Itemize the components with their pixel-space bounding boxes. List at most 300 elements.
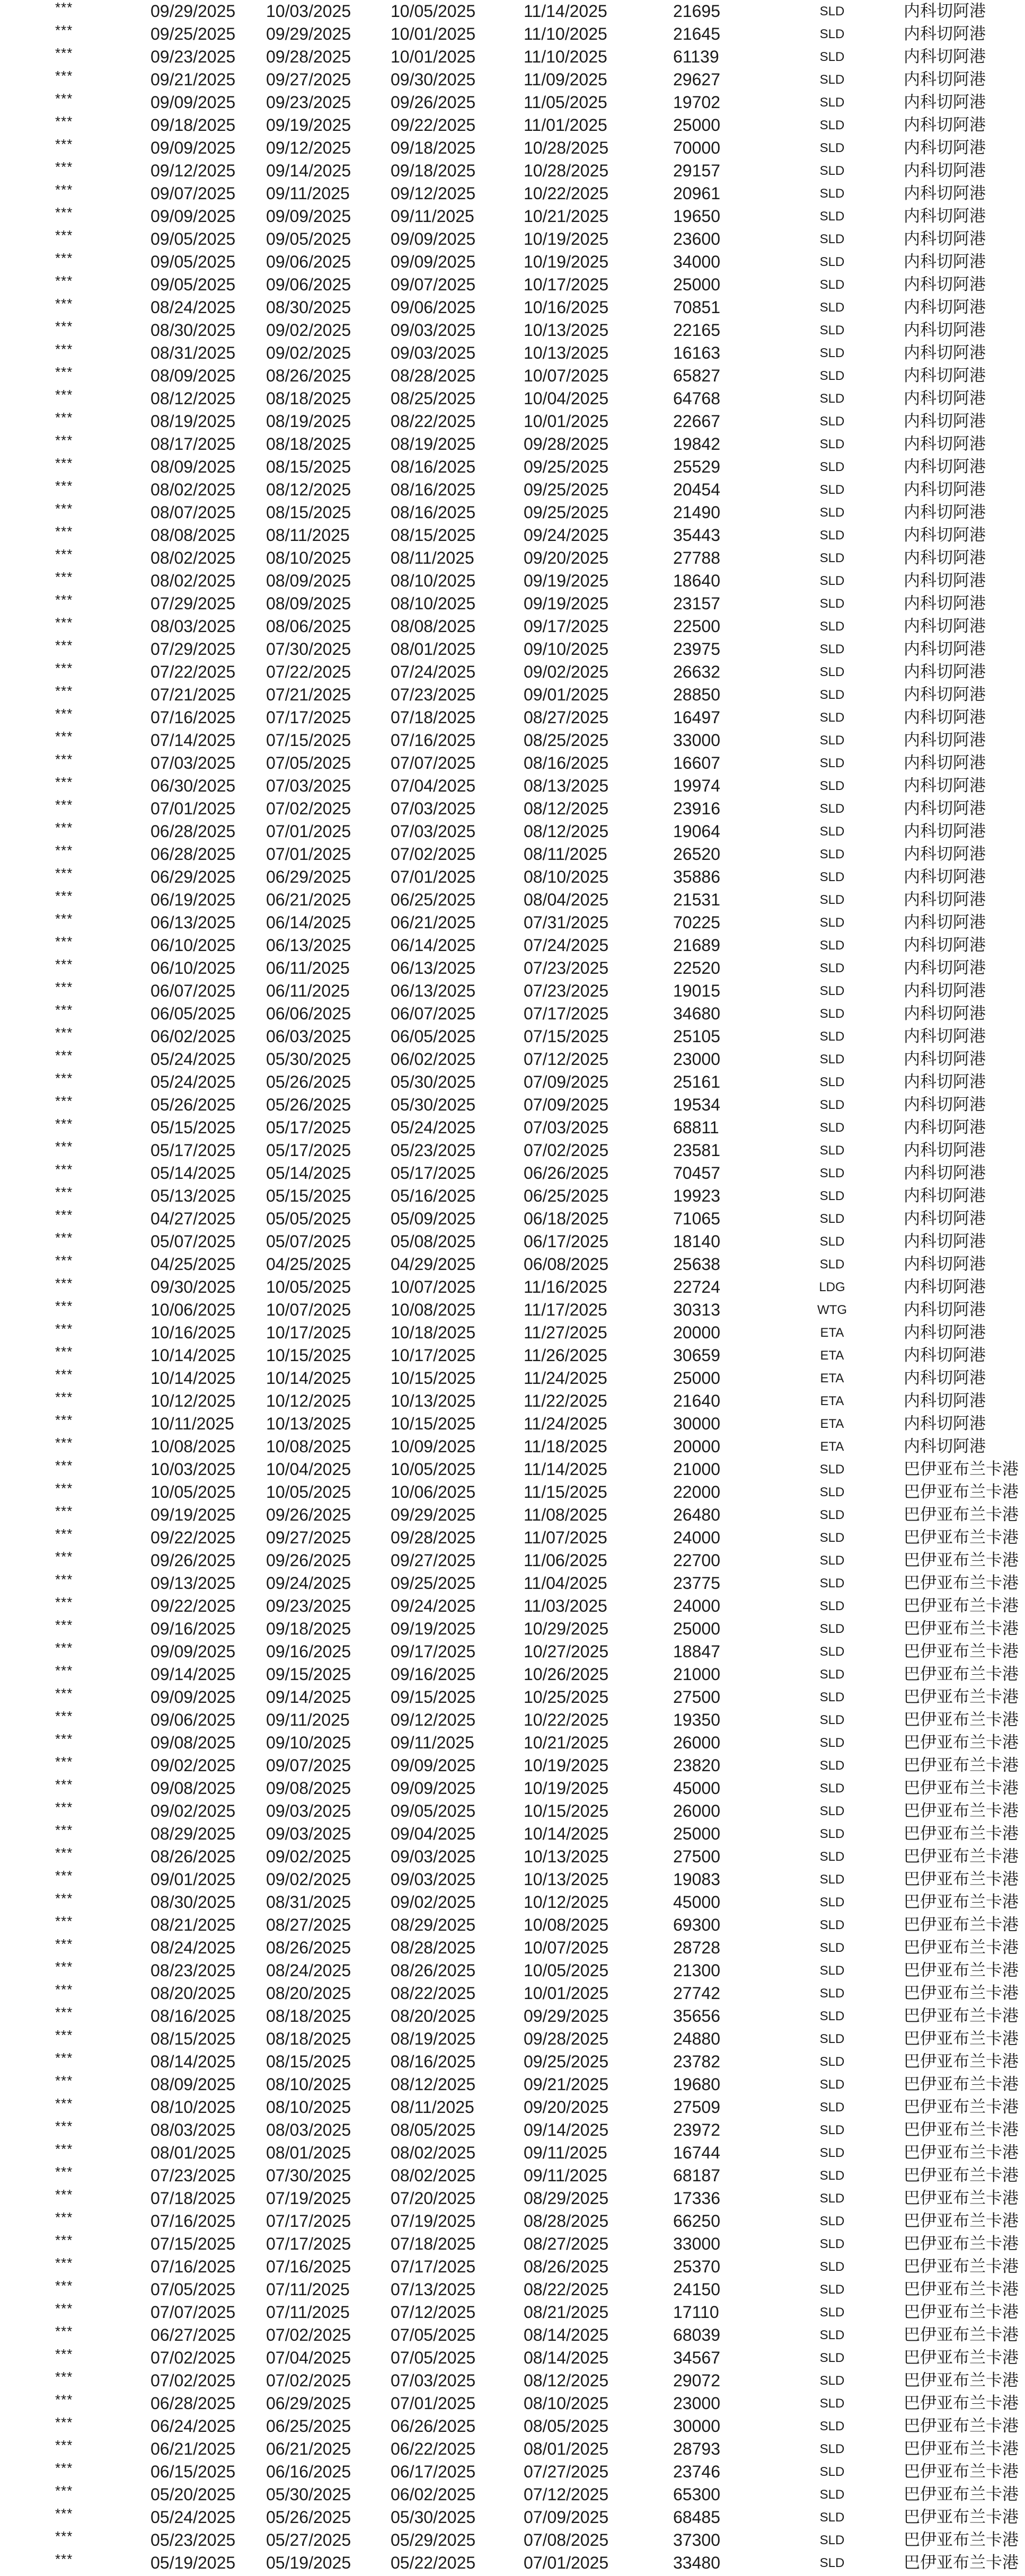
table-row bbox=[0, 2210, 1025, 2233]
masked-name-cell: *** bbox=[55, 2164, 73, 2180]
date-1-cell: 09/12/2025 bbox=[151, 161, 236, 180]
masked-name-cell: *** bbox=[55, 1776, 73, 1792]
date-1-cell: 08/09/2025 bbox=[151, 457, 236, 476]
date-4-cell: 09/11/2025 bbox=[524, 2166, 607, 2185]
date-2-cell: 09/10/2025 bbox=[266, 1733, 351, 1752]
date-4-cell: 08/12/2025 bbox=[524, 822, 609, 841]
quantity-cell: 70851 bbox=[673, 298, 720, 317]
status-cell: SLD bbox=[819, 1212, 845, 1226]
quantity-cell: 17336 bbox=[673, 2189, 720, 2208]
status-cell: SLD bbox=[819, 2123, 845, 2137]
masked-name-cell: *** bbox=[55, 706, 73, 722]
table-row bbox=[0, 683, 1025, 706]
date-4-cell: 07/23/2025 bbox=[524, 981, 609, 1000]
port-cell: 巴伊亚布兰卡港 bbox=[904, 1961, 1019, 1980]
date-4-cell: 07/15/2025 bbox=[524, 1027, 609, 1046]
date-3-cell: 06/13/2025 bbox=[391, 958, 476, 978]
quantity-cell: 19534 bbox=[673, 1095, 720, 1114]
date-1-cell: 10/11/2025 bbox=[151, 1414, 234, 1433]
port-cell: 内科切阿港 bbox=[904, 93, 986, 112]
table-row bbox=[0, 2529, 1025, 2552]
date-3-cell: 09/28/2025 bbox=[391, 1528, 476, 1547]
port-cell: 内科切阿港 bbox=[904, 161, 986, 180]
port-cell: 巴伊亚布兰卡港 bbox=[904, 2166, 1019, 2185]
date-3-cell: 10/09/2025 bbox=[391, 1437, 476, 1456]
date-2-cell: 09/03/2025 bbox=[266, 1801, 351, 1820]
quantity-cell: 45000 bbox=[673, 1893, 720, 1912]
status-cell: SLD bbox=[819, 984, 845, 998]
date-1-cell: 09/19/2025 bbox=[151, 1505, 236, 1524]
table-row bbox=[0, 1914, 1025, 1937]
date-3-cell: 07/03/2025 bbox=[391, 799, 476, 818]
masked-name-cell: *** bbox=[55, 1139, 73, 1154]
date-4-cell: 11/14/2025 bbox=[524, 2, 607, 21]
port-cell: 巴伊亚布兰卡港 bbox=[904, 1505, 1019, 1524]
date-1-cell: 05/24/2025 bbox=[151, 1050, 236, 1069]
date-1-cell: 09/06/2025 bbox=[151, 1710, 236, 1729]
status-cell: SLD bbox=[819, 2009, 845, 2023]
status-cell: SLD bbox=[819, 460, 845, 474]
date-4-cell: 08/10/2025 bbox=[524, 867, 609, 886]
masked-name-cell: *** bbox=[55, 2118, 73, 2134]
port-cell: 巴伊亚布兰卡港 bbox=[904, 1482, 1019, 1502]
date-3-cell: 07/24/2025 bbox=[391, 662, 476, 681]
date-1-cell: 07/16/2025 bbox=[151, 2211, 236, 2231]
date-3-cell: 06/26/2025 bbox=[391, 2417, 476, 2436]
table-row bbox=[0, 342, 1025, 365]
quantity-cell: 26520 bbox=[673, 845, 720, 864]
date-3-cell: 10/08/2025 bbox=[391, 1300, 476, 1319]
date-1-cell: 06/24/2025 bbox=[151, 2417, 236, 2436]
date-4-cell: 11/17/2025 bbox=[524, 1300, 607, 1319]
port-cell: 内科切阿港 bbox=[904, 936, 986, 955]
masked-name-cell: *** bbox=[55, 1822, 73, 1838]
port-cell: 巴伊亚布兰卡港 bbox=[904, 2485, 1019, 2504]
date-2-cell: 05/26/2025 bbox=[266, 1072, 351, 1091]
date-3-cell: 05/22/2025 bbox=[391, 2553, 476, 2572]
date-3-cell: 05/30/2025 bbox=[391, 1095, 476, 1114]
status-cell: SLD bbox=[819, 1667, 845, 1682]
port-cell: 巴伊亚布兰卡港 bbox=[904, 1938, 1019, 1957]
date-1-cell: 10/08/2025 bbox=[151, 1437, 236, 1456]
quantity-cell: 30000 bbox=[673, 1414, 720, 1433]
date-1-cell: 09/30/2025 bbox=[151, 1277, 236, 1296]
status-cell: SLD bbox=[819, 1941, 845, 1955]
date-2-cell: 07/17/2025 bbox=[266, 708, 351, 727]
quantity-cell: 68039 bbox=[673, 2325, 720, 2344]
table-row bbox=[0, 433, 1025, 456]
masked-name-cell: *** bbox=[55, 91, 73, 106]
date-4-cell: 08/12/2025 bbox=[524, 799, 609, 818]
port-cell: 巴伊亚布兰卡港 bbox=[904, 2006, 1019, 2026]
date-4-cell: 07/23/2025 bbox=[524, 958, 609, 978]
date-4-cell: 08/22/2025 bbox=[524, 2280, 609, 2299]
table-row bbox=[0, 2142, 1025, 2164]
date-3-cell: 05/29/2025 bbox=[391, 2530, 476, 2550]
masked-name-cell: *** bbox=[55, 729, 73, 744]
status-cell: SLD bbox=[819, 642, 845, 656]
port-cell: 巴伊亚布兰卡港 bbox=[904, 2371, 1019, 2390]
masked-name-cell: *** bbox=[55, 1435, 73, 1451]
table-row bbox=[0, 1868, 1025, 1891]
table-row bbox=[0, 1504, 1025, 1526]
date-2-cell: 07/30/2025 bbox=[266, 2166, 351, 2185]
quantity-cell: 61139 bbox=[673, 47, 719, 66]
date-2-cell: 08/09/2025 bbox=[266, 594, 351, 613]
date-2-cell: 08/20/2025 bbox=[266, 1984, 351, 2003]
date-3-cell: 07/04/2025 bbox=[391, 776, 476, 795]
status-cell: SLD bbox=[819, 4, 845, 19]
masked-name-cell: *** bbox=[55, 432, 73, 448]
table-row bbox=[0, 2096, 1025, 2119]
date-1-cell: 09/09/2025 bbox=[151, 1687, 236, 1707]
status-cell: SLD bbox=[819, 505, 845, 520]
date-4-cell: 09/11/2025 bbox=[524, 2143, 607, 2162]
table-row bbox=[0, 114, 1025, 137]
masked-name-cell: *** bbox=[55, 1503, 73, 1519]
port-cell: 巴伊亚布兰卡港 bbox=[904, 2098, 1019, 2117]
date-3-cell: 05/30/2025 bbox=[391, 2508, 476, 2527]
date-4-cell: 07/09/2025 bbox=[524, 1095, 609, 1114]
date-3-cell: 09/17/2025 bbox=[391, 1642, 476, 1661]
date-4-cell: 11/27/2025 bbox=[524, 1323, 607, 1342]
date-1-cell: 08/01/2025 bbox=[151, 2143, 236, 2162]
date-1-cell: 10/14/2025 bbox=[151, 1346, 236, 1365]
quantity-cell: 20454 bbox=[673, 480, 720, 499]
date-3-cell: 08/02/2025 bbox=[391, 2143, 476, 2162]
table-row bbox=[0, 410, 1025, 433]
table-row bbox=[0, 1367, 1025, 1390]
masked-name-cell: *** bbox=[55, 1982, 73, 1997]
date-3-cell: 09/15/2025 bbox=[391, 1687, 476, 1707]
table-row bbox=[0, 638, 1025, 661]
date-1-cell: 05/26/2025 bbox=[151, 1095, 236, 1114]
masked-name-cell: *** bbox=[55, 2506, 73, 2521]
quantity-cell: 29627 bbox=[673, 70, 720, 89]
masked-name-cell: *** bbox=[55, 1047, 73, 1063]
date-3-cell: 06/14/2025 bbox=[391, 936, 476, 955]
masked-name-cell: *** bbox=[55, 1526, 73, 1542]
table-row bbox=[0, 957, 1025, 980]
status-cell: SLD bbox=[819, 2305, 845, 2320]
date-1-cell: 05/23/2025 bbox=[151, 2530, 236, 2550]
quantity-cell: 23581 bbox=[673, 1141, 720, 1160]
date-4-cell: 08/26/2025 bbox=[524, 2257, 609, 2276]
date-4-cell: 06/18/2025 bbox=[524, 1209, 609, 1228]
status-cell: SLD bbox=[819, 1075, 845, 1089]
date-1-cell: 08/31/2025 bbox=[151, 343, 236, 362]
port-cell: 内科切阿港 bbox=[904, 298, 986, 317]
table-row bbox=[0, 1048, 1025, 1071]
date-1-cell: 05/17/2025 bbox=[151, 1141, 236, 1160]
status-cell: SLD bbox=[819, 1508, 845, 1522]
date-1-cell: 05/14/2025 bbox=[151, 1163, 236, 1183]
table-row bbox=[0, 1299, 1025, 1321]
table-row bbox=[0, 319, 1025, 342]
quantity-cell: 19702 bbox=[673, 93, 720, 112]
date-2-cell: 08/18/2025 bbox=[266, 2029, 351, 2048]
quantity-cell: 30000 bbox=[673, 2417, 720, 2436]
date-4-cell: 10/07/2025 bbox=[524, 366, 609, 385]
status-cell: SLD bbox=[819, 802, 845, 816]
date-3-cell: 09/25/2025 bbox=[391, 1574, 476, 1593]
quantity-cell: 22000 bbox=[673, 1482, 720, 1502]
date-3-cell: 07/01/2025 bbox=[391, 867, 476, 886]
date-4-cell: 09/14/2025 bbox=[524, 2120, 609, 2139]
date-3-cell: 05/17/2025 bbox=[391, 1163, 476, 1183]
masked-name-cell: *** bbox=[55, 1480, 73, 1496]
port-cell: 内科切阿港 bbox=[904, 617, 986, 636]
date-4-cell: 11/09/2025 bbox=[524, 70, 607, 89]
masked-name-cell: *** bbox=[55, 2460, 73, 2476]
date-4-cell: 10/22/2025 bbox=[524, 1710, 609, 1729]
date-1-cell: 08/24/2025 bbox=[151, 298, 236, 317]
port-cell: 内科切阿港 bbox=[904, 1323, 986, 1342]
date-1-cell: 08/30/2025 bbox=[151, 1893, 236, 1912]
port-cell: 巴伊亚布兰卡港 bbox=[904, 1687, 1019, 1707]
date-1-cell: 08/15/2025 bbox=[151, 2029, 236, 2048]
date-4-cell: 09/02/2025 bbox=[524, 662, 609, 681]
port-cell: 巴伊亚布兰卡港 bbox=[904, 2143, 1019, 2162]
status-cell: SLD bbox=[819, 1052, 845, 1067]
date-4-cell: 11/04/2025 bbox=[524, 1574, 607, 1593]
status-cell: SLD bbox=[819, 1007, 845, 1021]
date-3-cell: 08/26/2025 bbox=[391, 1961, 476, 1980]
date-4-cell: 07/03/2025 bbox=[524, 1118, 609, 1137]
status-cell: SLD bbox=[819, 597, 845, 611]
date-1-cell: 07/29/2025 bbox=[151, 639, 236, 659]
date-4-cell: 10/21/2025 bbox=[524, 207, 609, 226]
table-row bbox=[0, 1435, 1025, 1458]
date-2-cell: 09/18/2025 bbox=[266, 1619, 351, 1638]
port-cell: 内科切阿港 bbox=[904, 958, 986, 978]
date-3-cell: 08/28/2025 bbox=[391, 366, 476, 385]
date-4-cell: 11/06/2025 bbox=[524, 1551, 607, 1570]
table-row bbox=[0, 1390, 1025, 1413]
date-4-cell: 09/25/2025 bbox=[524, 2052, 609, 2071]
table-row bbox=[0, 159, 1025, 182]
status-cell: SLD bbox=[819, 50, 845, 64]
date-1-cell: 09/29/2025 bbox=[151, 2, 236, 21]
table-row bbox=[0, 2028, 1025, 2050]
date-2-cell: 08/10/2025 bbox=[266, 548, 351, 567]
date-2-cell: 10/03/2025 bbox=[266, 2, 351, 21]
status-cell: SLD bbox=[819, 916, 845, 930]
table-row bbox=[0, 1754, 1025, 1777]
port-cell: 内科切阿港 bbox=[904, 1369, 986, 1388]
port-cell: 巴伊亚布兰卡港 bbox=[904, 2348, 1019, 2367]
port-cell: 巴伊亚布兰卡港 bbox=[904, 1733, 1019, 1752]
date-2-cell: 08/30/2025 bbox=[266, 298, 351, 317]
quantity-cell: 16497 bbox=[673, 708, 720, 727]
table-row bbox=[0, 251, 1025, 273]
table-row bbox=[0, 661, 1025, 683]
date-4-cell: 10/16/2025 bbox=[524, 298, 609, 317]
status-cell: SLD bbox=[819, 1804, 845, 1818]
port-cell: 内科切阿港 bbox=[904, 1186, 986, 1205]
date-4-cell: 11/01/2025 bbox=[524, 116, 607, 135]
status-cell: SLD bbox=[819, 2032, 845, 2046]
port-cell: 巴伊亚布兰卡港 bbox=[904, 2439, 1019, 2458]
port-cell: 内科切阿港 bbox=[904, 207, 986, 226]
date-4-cell: 10/07/2025 bbox=[524, 1938, 609, 1957]
status-cell: SLD bbox=[819, 323, 845, 337]
quantity-cell: 70225 bbox=[673, 913, 720, 932]
port-cell: 内科切阿港 bbox=[904, 1095, 986, 1114]
date-3-cell: 07/12/2025 bbox=[391, 2303, 476, 2322]
date-1-cell: 08/03/2025 bbox=[151, 617, 236, 636]
quantity-cell: 19083 bbox=[673, 1870, 720, 1889]
table-row bbox=[0, 2255, 1025, 2278]
date-3-cell: 05/23/2025 bbox=[391, 1141, 476, 1160]
date-2-cell: 08/26/2025 bbox=[266, 366, 351, 385]
table-row bbox=[0, 1731, 1025, 1754]
table-row bbox=[0, 501, 1025, 524]
quantity-cell: 30659 bbox=[673, 1346, 720, 1365]
date-3-cell: 10/01/2025 bbox=[391, 47, 476, 66]
date-4-cell: 10/21/2025 bbox=[524, 1733, 609, 1752]
status-cell: SLD bbox=[819, 1234, 845, 1249]
masked-name-cell: *** bbox=[55, 2437, 73, 2453]
date-4-cell: 08/04/2025 bbox=[524, 890, 609, 909]
date-1-cell: 07/05/2025 bbox=[151, 2280, 236, 2299]
date-1-cell: 08/09/2025 bbox=[151, 2075, 236, 2094]
status-cell: LDG bbox=[819, 1280, 845, 1294]
port-cell: 巴伊亚布兰卡港 bbox=[904, 2530, 1019, 2550]
status-cell: SLD bbox=[819, 733, 845, 748]
date-3-cell: 10/15/2025 bbox=[391, 1414, 476, 1433]
masked-name-cell: *** bbox=[55, 1936, 73, 1952]
quantity-cell: 33000 bbox=[673, 731, 720, 750]
table-row bbox=[0, 46, 1025, 68]
table-row bbox=[0, 1207, 1025, 1230]
date-4-cell: 11/08/2025 bbox=[524, 1505, 607, 1524]
status-cell: SLD bbox=[819, 1895, 845, 1909]
date-3-cell: 10/05/2025 bbox=[391, 1460, 476, 1479]
status-cell: SLD bbox=[819, 118, 845, 132]
masked-name-cell: *** bbox=[55, 660, 73, 676]
port-cell: 巴伊亚布兰卡港 bbox=[904, 1619, 1019, 1638]
status-cell: SLD bbox=[819, 2055, 845, 2069]
date-3-cell: 08/02/2025 bbox=[391, 2166, 476, 2185]
date-4-cell: 08/21/2025 bbox=[524, 2303, 609, 2322]
table-row bbox=[0, 91, 1025, 114]
date-4-cell: 10/28/2025 bbox=[524, 138, 609, 157]
date-3-cell: 10/01/2025 bbox=[391, 24, 476, 43]
quantity-cell: 29157 bbox=[673, 161, 720, 180]
date-1-cell: 06/28/2025 bbox=[151, 845, 236, 864]
status-cell: SLD bbox=[819, 2191, 845, 2206]
date-1-cell: 06/10/2025 bbox=[151, 958, 236, 978]
status-cell: SLD bbox=[819, 2328, 845, 2342]
date-3-cell: 07/20/2025 bbox=[391, 2189, 476, 2208]
port-cell: 巴伊亚布兰卡港 bbox=[904, 2257, 1019, 2276]
date-2-cell: 06/03/2025 bbox=[266, 1027, 351, 1046]
status-cell: SLD bbox=[819, 665, 845, 679]
quantity-cell: 70457 bbox=[673, 1163, 720, 1183]
masked-name-cell: *** bbox=[55, 888, 73, 904]
date-2-cell: 08/18/2025 bbox=[266, 2006, 351, 2026]
port-cell: 巴伊亚布兰卡港 bbox=[904, 1824, 1019, 1843]
quantity-cell: 20961 bbox=[673, 184, 720, 203]
date-1-cell: 09/25/2025 bbox=[151, 24, 236, 43]
quantity-cell: 23746 bbox=[673, 2462, 720, 2481]
table-row bbox=[0, 2506, 1025, 2529]
status-cell: SLD bbox=[819, 2169, 845, 2183]
port-cell: 内科切阿港 bbox=[904, 252, 986, 271]
table-row bbox=[0, 2438, 1025, 2460]
status-cell: SLD bbox=[819, 1553, 845, 1568]
date-2-cell: 09/15/2025 bbox=[266, 1665, 351, 1684]
date-2-cell: 08/31/2025 bbox=[266, 1893, 351, 1912]
date-1-cell: 08/20/2025 bbox=[151, 1984, 236, 2003]
table-row bbox=[0, 1686, 1025, 1709]
quantity-cell: 23972 bbox=[673, 2120, 720, 2139]
status-cell: SLD bbox=[819, 2465, 845, 2479]
table-row bbox=[0, 1321, 1025, 1344]
quantity-cell: 23782 bbox=[673, 2052, 720, 2071]
masked-name-cell: *** bbox=[55, 615, 73, 630]
date-3-cell: 09/18/2025 bbox=[391, 138, 476, 157]
date-2-cell: 09/06/2025 bbox=[266, 252, 351, 271]
masked-name-cell: *** bbox=[55, 2232, 73, 2248]
table-row bbox=[0, 1709, 1025, 1731]
date-2-cell: 09/16/2025 bbox=[266, 1642, 351, 1661]
date-4-cell: 10/13/2025 bbox=[524, 1870, 609, 1889]
date-2-cell: 06/16/2025 bbox=[266, 2462, 351, 2481]
date-2-cell: 10/14/2025 bbox=[266, 1369, 351, 1388]
port-cell: 巴伊亚布兰卡港 bbox=[904, 1893, 1019, 1912]
quantity-cell: 35443 bbox=[673, 526, 720, 545]
port-cell: 内科切阿港 bbox=[904, 1163, 986, 1183]
port-cell: 内科切阿港 bbox=[904, 1277, 986, 1296]
port-cell: 巴伊亚布兰卡港 bbox=[904, 2234, 1019, 2253]
quantity-cell: 69300 bbox=[673, 1915, 720, 1934]
table-row bbox=[0, 478, 1025, 501]
date-2-cell: 10/05/2025 bbox=[266, 1482, 351, 1502]
date-4-cell: 11/05/2025 bbox=[524, 93, 607, 112]
status-cell: SLD bbox=[819, 2396, 845, 2411]
status-cell: ETA bbox=[820, 1348, 844, 1363]
date-2-cell: 07/01/2025 bbox=[266, 845, 351, 864]
masked-name-cell: *** bbox=[55, 68, 73, 84]
date-2-cell: 07/03/2025 bbox=[266, 776, 351, 795]
date-4-cell: 09/25/2025 bbox=[524, 457, 609, 476]
quantity-cell: 23000 bbox=[673, 2394, 720, 2413]
date-1-cell: 06/15/2025 bbox=[151, 2462, 236, 2481]
masked-name-cell: *** bbox=[55, 2346, 73, 2362]
port-cell: 内科切阿港 bbox=[904, 1072, 986, 1091]
date-4-cell: 09/25/2025 bbox=[524, 503, 609, 522]
date-3-cell: 07/01/2025 bbox=[391, 2394, 476, 2413]
date-1-cell: 06/30/2025 bbox=[151, 776, 236, 795]
quantity-cell: 24000 bbox=[673, 1528, 720, 1547]
date-4-cell: 07/31/2025 bbox=[524, 913, 609, 932]
date-2-cell: 07/11/2025 bbox=[266, 2303, 350, 2322]
table-row bbox=[0, 1185, 1025, 1207]
date-4-cell: 10/17/2025 bbox=[524, 275, 609, 294]
date-2-cell: 08/11/2025 bbox=[266, 526, 350, 545]
port-cell: 内科切阿港 bbox=[904, 2, 986, 21]
quantity-cell: 28850 bbox=[673, 685, 720, 704]
date-3-cell: 05/30/2025 bbox=[391, 1072, 476, 1091]
date-1-cell: 09/14/2025 bbox=[151, 1665, 236, 1684]
quantity-cell: 35886 bbox=[673, 867, 720, 886]
status-cell: SLD bbox=[819, 186, 845, 201]
date-2-cell: 10/05/2025 bbox=[266, 1277, 351, 1296]
status-cell: SLD bbox=[819, 688, 845, 702]
table-row bbox=[0, 365, 1025, 387]
